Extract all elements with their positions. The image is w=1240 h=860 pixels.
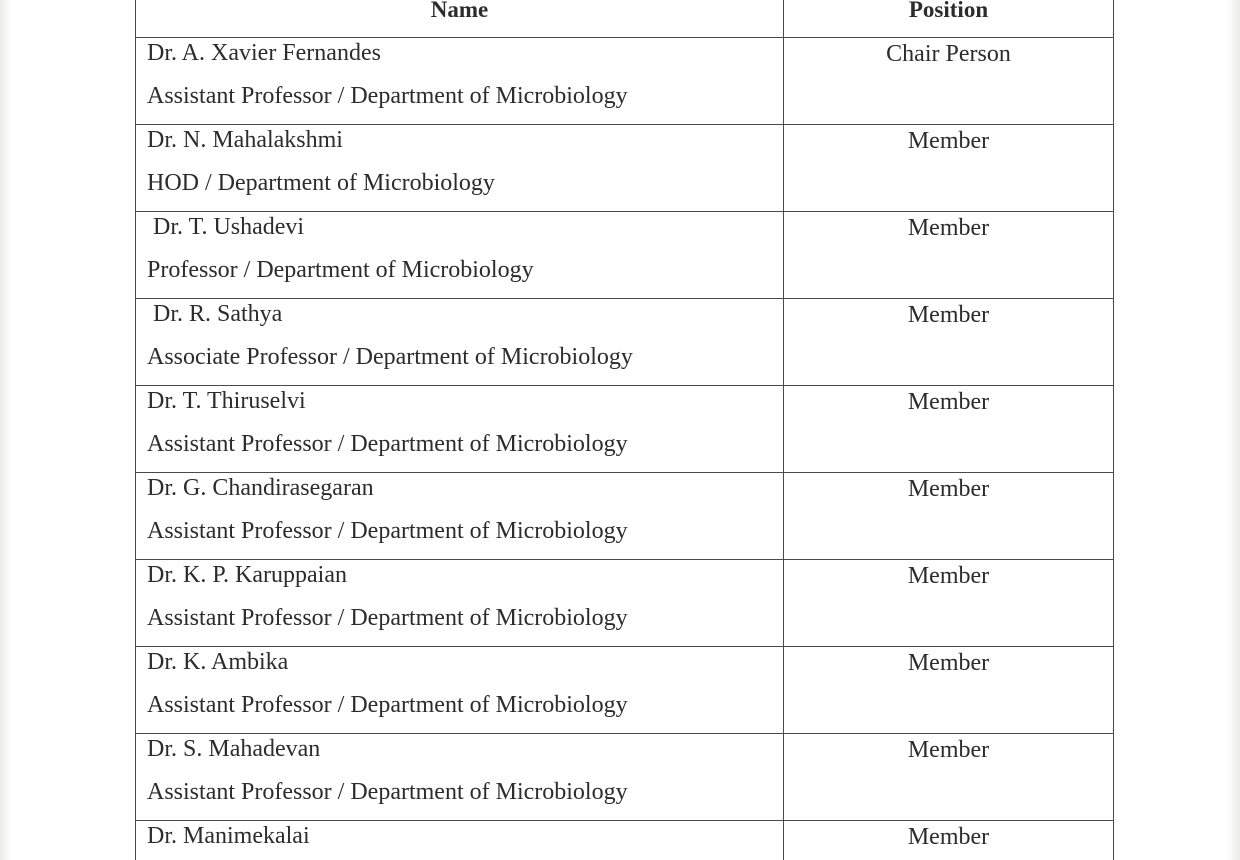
name-cell: [136, 38, 784, 125]
member-name: Dr. T. Ushadevi: [153, 214, 305, 240]
name-cell: [136, 212, 784, 299]
member-designation: Professor / Department of Microbiology: [147, 257, 534, 283]
member-position: Member: [907, 128, 990, 154]
member-designation: Assistant Professor / Department of Microbiology: [147, 518, 628, 544]
table-row: [136, 734, 1114, 821]
member-designation: Assistant Professor / Department of Microbiology: [147, 779, 628, 805]
member-name: Dr. G. Chandirasegaran: [147, 475, 374, 501]
member-name: Dr. T. Thiruselvi: [147, 388, 306, 414]
member-name: Dr. K. Ambika: [147, 649, 289, 675]
member-name: Dr. A. Xavier Fernandes: [147, 40, 381, 66]
member-name: Dr. Manimekalai: [147, 823, 310, 849]
member-name: Dr. S. Mahadevan: [147, 736, 321, 762]
member-position: Member: [907, 302, 990, 328]
table-row: [136, 125, 1114, 212]
table-row: [136, 212, 1114, 299]
member-position: Member: [907, 476, 990, 502]
table-row: [136, 38, 1114, 125]
position-cell: [784, 38, 1114, 125]
committee-members-table: [135, 0, 1114, 860]
name-cell: [136, 125, 784, 212]
member-position: Member: [907, 737, 990, 763]
name-cell: [136, 299, 784, 386]
member-name: Dr. R. Sathya: [153, 301, 283, 327]
name-column-header: Name: [136, 0, 784, 38]
member-name: Dr. N. Mahalakshmi: [147, 127, 343, 153]
position-cell: [784, 473, 1114, 560]
table-header-row: [136, 0, 1114, 38]
scan-edge-right: [1226, 0, 1240, 860]
member-position: Member: [907, 563, 990, 589]
scan-edge-left: [0, 0, 12, 860]
name-cell: [136, 821, 784, 860]
name-cell: [136, 386, 784, 473]
position-cell: [784, 647, 1114, 734]
position-column-header: Position: [784, 0, 1114, 38]
member-position: Member: [907, 824, 990, 850]
table-row: [136, 473, 1114, 560]
position-cell: [784, 125, 1114, 212]
position-cell: [784, 212, 1114, 299]
position-cell: [784, 821, 1114, 860]
member-designation: HOD / Department of Microbiology: [147, 170, 495, 196]
table-row: [136, 560, 1114, 647]
member-designation: Assistant Professor / Department of Microbiology: [147, 83, 628, 109]
position-cell: [784, 299, 1114, 386]
name-cell: [136, 734, 784, 821]
member-name: Dr. K. P. Karuppaian: [147, 562, 347, 588]
table-row: [136, 647, 1114, 734]
name-cell: [136, 647, 784, 734]
member-position: Member: [907, 650, 990, 676]
member-position: Chair Person: [886, 41, 1011, 67]
position-cell: [784, 386, 1114, 473]
member-designation: Assistant Professor / Department of Microbiology: [147, 605, 628, 631]
member-position: Member: [907, 215, 990, 241]
position-cell: [784, 734, 1114, 821]
member-designation: Assistant Professor / Department of Microbiology: [147, 431, 628, 457]
member-position: Member: [907, 389, 990, 415]
member-designation: Associate Professor / Department of Microbiology: [147, 344, 633, 370]
table-row: [136, 821, 1114, 860]
name-cell: [136, 473, 784, 560]
name-cell: [136, 560, 784, 647]
table-row: [136, 299, 1114, 386]
table-row: [136, 386, 1114, 473]
member-designation: Assistant Professor / Department of Microbiology: [147, 692, 628, 718]
position-cell: [784, 560, 1114, 647]
